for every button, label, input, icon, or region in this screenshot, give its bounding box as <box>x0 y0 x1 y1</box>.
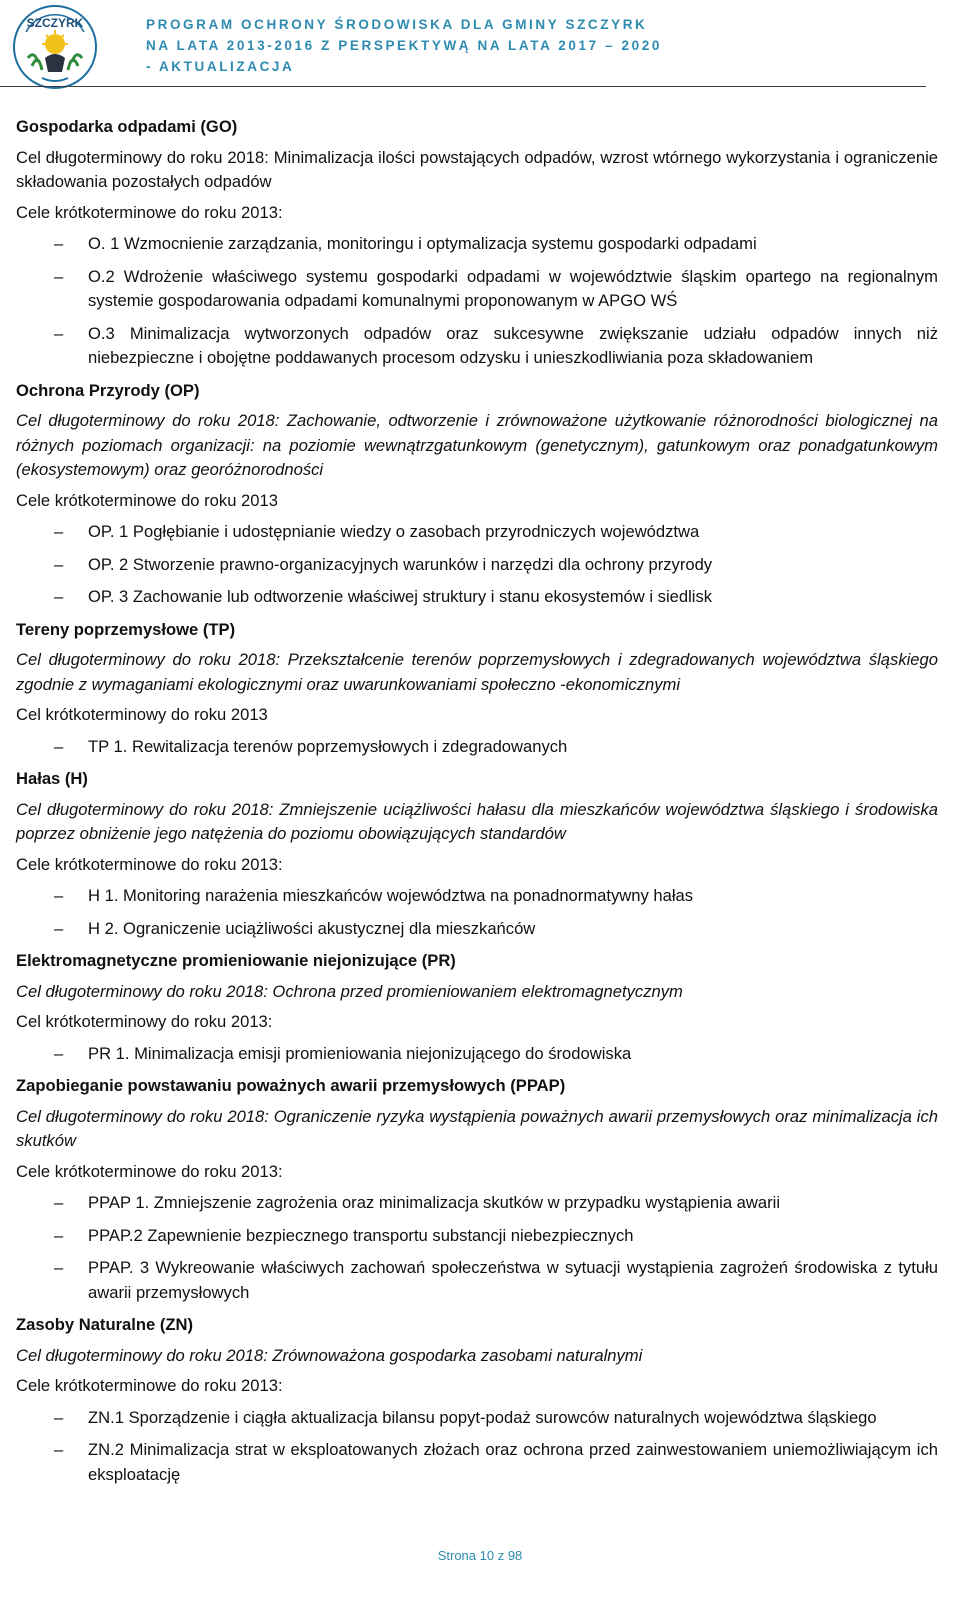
dash-bullet-icon: – <box>54 736 64 756</box>
shortterm-goals-list <box>16 1191 938 1305</box>
dash-bullet-icon: – <box>54 1258 64 1277</box>
section-title: Tereny poprzemysłowe (TP) <box>16 619 236 639</box>
section <box>16 767 938 941</box>
goal-text: H 1. Monitoring narażenia mieszkańców województwa na ponadnormatywny hałas <box>88 886 694 905</box>
goal-text: PPAP. 3 Wykreowanie właściwych zachowań społeczeństwa w sytuacji wystąpienia zagrożeń środowiska z tytułu awarii przemysłowych <box>88 1258 938 1302</box>
goal-text: ZN.1 Sporządzenie i ciągła aktualizacja bilansu popyt-podaż surowców naturalnych województwa śląskiego <box>88 1407 877 1427</box>
section <box>16 1313 938 1487</box>
shortterm-label: Cele krótkoterminowe do roku 2013: <box>16 1376 283 1395</box>
section-title: Elektromagnetyczne promieniowanie niejonizujące (PR) <box>16 951 456 970</box>
list-item <box>16 884 938 909</box>
list-item <box>16 1438 938 1487</box>
dash-bullet-icon: – <box>54 323 64 343</box>
dash-bullet-icon: – <box>54 1043 64 1063</box>
page-header <box>0 0 960 90</box>
section <box>16 379 938 610</box>
list-item <box>16 265 938 314</box>
logo-text: SZCZYRK <box>26 16 84 30</box>
section <box>16 618 938 760</box>
section-title: Hałas (H) <box>16 769 88 788</box>
longterm-goal: Cel długoterminowy do roku 2018: Zrównoważona gospodarka zasobami naturalnymi <box>16 1345 643 1365</box>
goal-text: H 2. Ograniczenie uciążliwości akustycznej dla mieszkańców <box>88 918 536 938</box>
dash-bullet-icon: – <box>54 918 64 938</box>
dash-bullet-icon: – <box>54 522 64 541</box>
section <box>16 949 938 1066</box>
szczyrk-logo-icon <box>12 4 98 90</box>
shortterm-goals-list <box>16 735 938 760</box>
goal-text: OP. 2 Stworzenie prawno-organizacyjnych warunków i narzędzi dla ochrony przyrody <box>88 554 713 574</box>
section-title: Gospodarka odpadami (GO) <box>16 117 238 136</box>
longterm-goal: Cel długoterminowy do roku 2018: Ochrona przed promieniowaniem elektromagnetycznym <box>16 981 683 1001</box>
goal-text: O.2 Wdrożenie właściwego systemu gospodarki odpadami w województwie śląskim opartego na regionalnym systemie gospodarowania odpadami komunalnymi proponowanym w APGO WŚ <box>88 266 938 310</box>
section-title: Zasoby Naturalne (ZN) <box>16 1315 194 1334</box>
page-number: Strona 10 z 98 <box>437 1548 523 1563</box>
dash-bullet-icon: – <box>54 886 64 905</box>
longterm-goal: Cel długoterminowy do roku 2018: Ograniczenie ryzyka wystąpienia poważnych awarii przemysłowych oraz minimalizacja ich skutków <box>16 1106 938 1150</box>
list-item <box>16 1191 938 1216</box>
dash-bullet-icon: – <box>54 234 64 253</box>
list-item <box>16 1406 938 1431</box>
longterm-goal: Cel długoterminowy do roku 2018: Przekształcenie terenów poprzemysłowych i zdegradowanych województwa śląskiego zgodnie z wymaganiami ekologicznymi oraz uwarunkowaniami społeczno -ekonomicznymi <box>16 650 938 694</box>
list-item <box>16 232 938 257</box>
shortterm-label: Cele krótkoterminowe do roku 2013: <box>16 854 283 874</box>
dash-bullet-icon: – <box>54 1407 64 1427</box>
header-divider <box>0 86 926 87</box>
shortterm-label: Cele krótkoterminowe do roku 2013 <box>16 490 278 510</box>
goal-text: OP. 3 Zachowanie lub odtworzenie właściwej struktury i stanu ekosystemów i siedlisk <box>88 587 713 606</box>
shortterm-label: Cel krótkoterminowy do roku 2013 <box>16 705 268 724</box>
shortterm-label: Cel krótkoterminowy do roku 2013: <box>16 1012 273 1031</box>
longterm-goal: Cel długoterminowy do roku 2018: Zachowanie, odtworzenie i zrównoważone użytkowanie różnorodności biologicznej na różnych poziomach organizacji: na poziomie wewnątrzgatunkowym (genetycznym), gatunkowym oraz ponadgatunkowym (ekosystemowym) oraz georóżnorodności <box>16 411 938 479</box>
header-title-line3: - AKTUALIZACJA <box>146 59 295 74</box>
goal-text: PPAP 1. Zmniejszenie zagrożenia oraz minimalizacja skutków w przypadku wystąpienia awarii <box>88 1193 781 1212</box>
shortterm-goals-list <box>16 520 938 610</box>
header-title-line1: PROGRAM OCHRONY ŚRODOWISKA DLA GMINY SZCZYRK <box>146 17 648 32</box>
section-title: Zapobieganie powstawaniu poważnych awarii przemysłowych (PPAP) <box>16 1076 566 1095</box>
list-item <box>16 735 938 760</box>
list-item <box>16 585 938 610</box>
goal-text: O. 1 Wzmocnienie zarządzania, monitoringu i optymalizacja systemu gospodarki odpadami <box>88 234 757 253</box>
document-body <box>16 115 938 1495</box>
dash-bullet-icon: – <box>54 587 64 606</box>
longterm-goal: Cel długoterminowy do roku 2018: Zmniejszenie uciążliwości hałasu dla mieszkańców województwa śląskiego i środowiska poprzez obniżenie jego natężenia do poziomu obowiązujących standardów <box>16 799 938 843</box>
goal-text: PR 1. Minimalizacja emisji promieniowania niejonizującego do środowiska <box>88 1043 632 1063</box>
goal-text: TP 1. Rewitalizacja terenów poprzemysłowych i zdegradowanych <box>88 736 568 756</box>
list-item <box>16 917 938 942</box>
dash-bullet-icon: – <box>54 266 64 286</box>
list-item <box>16 1042 938 1067</box>
shortterm-label: Cele krótkoterminowe do roku 2013: <box>16 1161 283 1181</box>
goal-text: PPAP.2 Zapewnienie bezpiecznego transportu substancji niebezpiecznych <box>88 1225 634 1245</box>
list-item <box>16 322 938 371</box>
goal-text: O.3 Minimalizacja wytworzonych odpadów oraz sukcesywne zwiększanie udziału odpadów innych niż niebezpieczne i obojętne poddawanych procesom odzysku i unieszkodliwiania poza składowaniem <box>88 323 938 367</box>
dash-bullet-icon: – <box>54 1440 64 1459</box>
section-title: Ochrona Przyrody (OP) <box>16 380 200 400</box>
shortterm-goals-list <box>16 884 938 941</box>
shortterm-label: Cele krótkoterminowe do roku 2013: <box>16 202 283 222</box>
list-item <box>16 520 938 545</box>
goal-text: ZN.2 Minimalizacja strat w eksploatowanych złożach oraz ochrona przed zainwestowaniem uniemożliwiającym ich eksploatację <box>88 1440 938 1484</box>
dash-bullet-icon: – <box>54 554 64 574</box>
longterm-goal: Cel długoterminowy do roku 2018: Minimalizacja ilości powstających odpadów, wzrost wtórnego wykorzystania i ograniczenie składowania pozostałych odpadów <box>16 147 938 191</box>
shortterm-goals-list <box>16 232 938 371</box>
shortterm-goals-list <box>16 1042 938 1067</box>
dash-bullet-icon: – <box>54 1225 64 1245</box>
list-item <box>16 1224 938 1249</box>
shortterm-goals-list <box>16 1406 938 1488</box>
section <box>16 1074 938 1305</box>
list-item <box>16 553 938 578</box>
dash-bullet-icon: – <box>54 1193 64 1212</box>
header-title <box>146 14 662 77</box>
list-item <box>16 1256 938 1305</box>
header-title-line2: NA LATA 2013-2016 Z PERSPEKTYWĄ NA LATA 2017 – 2020 <box>146 38 662 53</box>
section <box>16 115 938 371</box>
goal-text: OP. 1 Pogłębianie i udostępnianie wiedzy o zasobach przyrodniczych województwa <box>88 522 700 541</box>
